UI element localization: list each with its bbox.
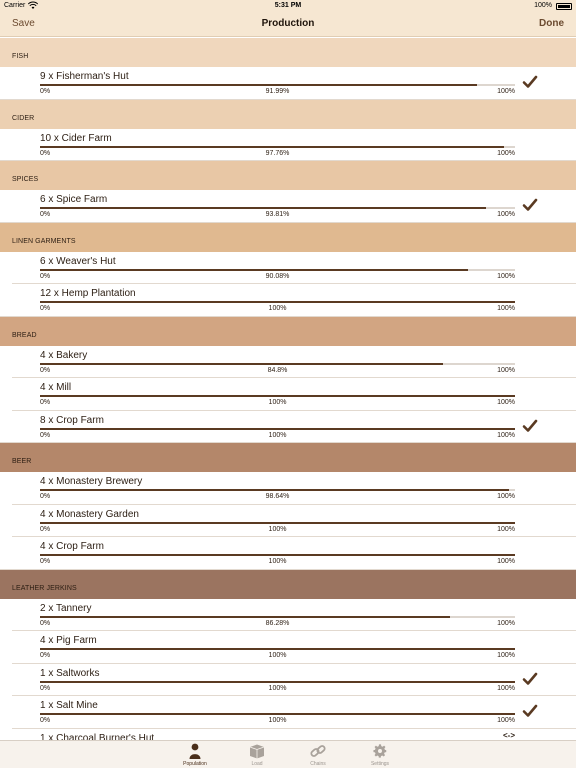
max-label: 100% — [497, 305, 515, 312]
building-name: 8 x Crop Farm — [40, 414, 104, 426]
min-label: 0% — [40, 652, 51, 659]
section-header — [0, 570, 576, 599]
max-label: 100% — [497, 88, 515, 95]
production-row[interactable] — [0, 729, 576, 741]
min-label: 0% — [40, 619, 51, 627]
productivity-value: 100% — [268, 525, 287, 533]
navigation-bar — [0, 12, 576, 37]
tab-label: Chains — [310, 761, 326, 767]
building-name: 4 x Crop Farm — [40, 541, 104, 552]
section-header — [0, 38, 576, 67]
building-name: 2 x Tannery — [40, 602, 92, 614]
productivity-value: 100% — [268, 717, 287, 724]
productivity-bar — [40, 428, 515, 430]
building-name: 9 x Fisherman's Hut — [40, 71, 129, 82]
section-header — [0, 161, 576, 190]
tab-label: Load — [251, 761, 263, 767]
min-label: 0% — [40, 399, 51, 406]
checkmark-icon[interactable] — [522, 418, 538, 434]
production-row[interactable] — [0, 537, 576, 570]
section-title: BREAD — [12, 331, 37, 339]
building-name: 10 x Cider Farm — [40, 132, 112, 144]
productivity-bar-fill — [40, 146, 504, 148]
productivity-bar-fill — [40, 648, 515, 650]
max-label: 100% — [497, 149, 515, 157]
tab-population[interactable] — [165, 741, 225, 768]
production-row[interactable] — [0, 411, 576, 444]
section-title: LINEN GARMENTS — [12, 237, 76, 245]
max-label: 100% — [497, 399, 515, 406]
max-label: 100% — [497, 717, 515, 724]
productivity-value: 100% — [268, 558, 287, 565]
max-label: 100% — [497, 272, 515, 280]
min-label: 0% — [40, 717, 51, 724]
production-row[interactable] — [0, 631, 576, 664]
productivity-bar — [40, 207, 515, 209]
tab-load[interactable] — [227, 741, 287, 768]
productivity-bar — [40, 489, 515, 491]
checkmark-icon[interactable] — [522, 703, 538, 719]
building-name: 6 x Spice Farm — [40, 194, 108, 205]
production-row[interactable] — [0, 472, 576, 505]
max-label: 100% — [497, 652, 515, 659]
production-row[interactable] — [0, 696, 576, 729]
productivity-bar — [40, 363, 515, 365]
productivity-bar-fill — [40, 363, 443, 365]
productivity-bar — [40, 616, 515, 618]
productivity-bar-fill — [40, 681, 515, 683]
building-name: 4 x Monastery Brewery — [40, 476, 143, 487]
battery-icon — [556, 3, 572, 10]
section-header — [0, 317, 576, 346]
section-title: BEER — [12, 458, 32, 465]
productivity-bar — [40, 84, 515, 86]
productivity-value: 91.99% — [265, 88, 290, 95]
battery-percent: 100% — [534, 2, 552, 9]
tab-bar — [0, 740, 576, 768]
max-label: 100% — [497, 366, 515, 374]
productivity-bar-fill — [40, 554, 515, 556]
section-title: CIDER — [12, 114, 35, 122]
building-name: 4 x Bakery — [40, 349, 88, 361]
production-row[interactable] — [0, 378, 576, 411]
min-label: 0% — [40, 431, 51, 439]
productivity-bar-fill — [40, 207, 486, 209]
min-label: 0% — [40, 305, 51, 312]
productivity-bar-fill — [40, 713, 515, 715]
building-name: 12 x Hemp Plantation — [40, 288, 136, 299]
min-label: 0% — [40, 493, 51, 500]
productivity-bar-fill — [40, 84, 477, 86]
building-name: 1 x Saltworks — [40, 667, 100, 679]
min-label: 0% — [40, 149, 51, 157]
productivity-value: 98.64% — [265, 493, 290, 500]
min-label: 0% — [40, 88, 51, 95]
section-title: LEATHER JERKINS — [12, 584, 77, 592]
min-label: 0% — [40, 272, 51, 280]
carrier-label: Carrier — [4, 2, 26, 9]
productivity-value: 100% — [268, 684, 287, 692]
section-title: SPICES — [12, 176, 39, 183]
productivity-bar-fill — [40, 301, 515, 303]
done-button[interactable]: Done — [539, 18, 564, 29]
productivity-value: 84.8% — [267, 366, 288, 374]
max-label: 100% — [497, 525, 515, 533]
section-header — [0, 100, 576, 129]
page-title: Production — [261, 18, 315, 29]
production-row[interactable] — [0, 505, 576, 538]
productivity-value: 97.76% — [265, 149, 290, 157]
building-name: 1 x Salt Mine — [40, 700, 98, 711]
productivity-bar — [40, 301, 515, 303]
checkmark-icon[interactable] — [522, 197, 538, 213]
max-label: 100% — [497, 558, 515, 565]
production-row[interactable] — [0, 190, 576, 223]
production-row[interactable] — [0, 664, 576, 697]
max-label: 100% — [497, 211, 515, 218]
max-label: 100% — [497, 684, 515, 692]
productivity-value: 100% — [268, 431, 287, 439]
tab-label: Settings — [370, 761, 390, 767]
tab-settings[interactable] — [350, 741, 410, 768]
max-label: 100% — [497, 619, 515, 627]
min-label: 0% — [40, 525, 51, 533]
productivity-bar — [40, 395, 515, 397]
productivity-bar-fill — [40, 395, 515, 397]
tab-chains[interactable] — [288, 741, 348, 768]
production-list[interactable] — [0, 38, 576, 740]
productivity-bar-fill — [40, 428, 515, 430]
min-label: 0% — [40, 366, 51, 374]
productivity-bar — [40, 269, 515, 271]
productivity-bar — [40, 554, 515, 556]
productivity-bar — [40, 146, 515, 148]
building-name: 4 x Pig Farm — [40, 635, 97, 646]
building-name: 1 x Charcoal Burner's Hut — [40, 732, 155, 740]
productivity-value: 86.28% — [265, 619, 290, 627]
productivity-bar-fill — [40, 269, 468, 271]
expand-arrows-icon[interactable]: <-> — [502, 730, 515, 740]
section-title: FISH — [12, 53, 29, 60]
productivity-value: 93.81% — [265, 211, 290, 218]
productivity-bar — [40, 648, 515, 650]
production-row[interactable] — [0, 252, 576, 285]
building-name: 4 x Monastery Garden — [40, 508, 139, 520]
max-label: 100% — [497, 493, 515, 500]
production-row[interactable] — [0, 346, 576, 379]
section-header — [0, 223, 576, 252]
clock: 5:31 PM — [274, 2, 302, 9]
section-header — [0, 443, 576, 472]
production-row[interactable] — [0, 284, 576, 317]
productivity-value: 100% — [268, 399, 287, 406]
status-bar — [0, 0, 576, 12]
productivity-value: 100% — [268, 305, 287, 312]
productivity-bar — [40, 681, 515, 683]
building-name: 6 x Weaver's Hut — [40, 255, 116, 267]
productivity-value: 90.08% — [265, 272, 290, 280]
productivity-bar-fill — [40, 616, 450, 618]
productivity-bar-fill — [40, 489, 509, 491]
production-row[interactable] — [0, 599, 576, 632]
save-button[interactable]: Save — [12, 18, 35, 29]
tab-label: Population — [183, 761, 207, 767]
productivity-bar — [40, 713, 515, 715]
production-row[interactable] — [0, 67, 576, 100]
productivity-value: 100% — [268, 652, 287, 659]
checkmark-icon[interactable] — [522, 74, 538, 90]
max-label: 100% — [497, 431, 515, 439]
production-row[interactable] — [0, 129, 576, 162]
productivity-bar — [40, 522, 515, 524]
checkmark-icon[interactable] — [522, 671, 538, 687]
productivity-bar-fill — [40, 522, 515, 524]
building-name: 4 x Mill — [40, 382, 72, 393]
min-label: 0% — [40, 684, 51, 692]
min-label: 0% — [40, 211, 51, 218]
min-label: 0% — [40, 558, 51, 565]
